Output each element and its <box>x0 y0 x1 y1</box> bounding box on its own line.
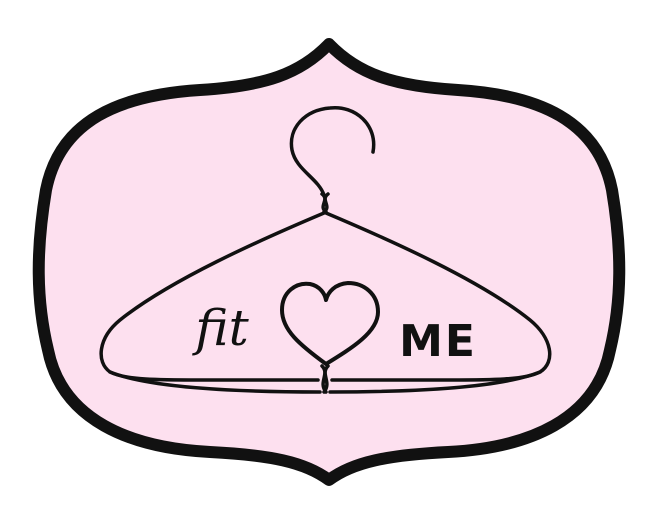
logo-word-fit: fit <box>195 299 249 357</box>
logo-word-me: ME <box>399 316 477 367</box>
